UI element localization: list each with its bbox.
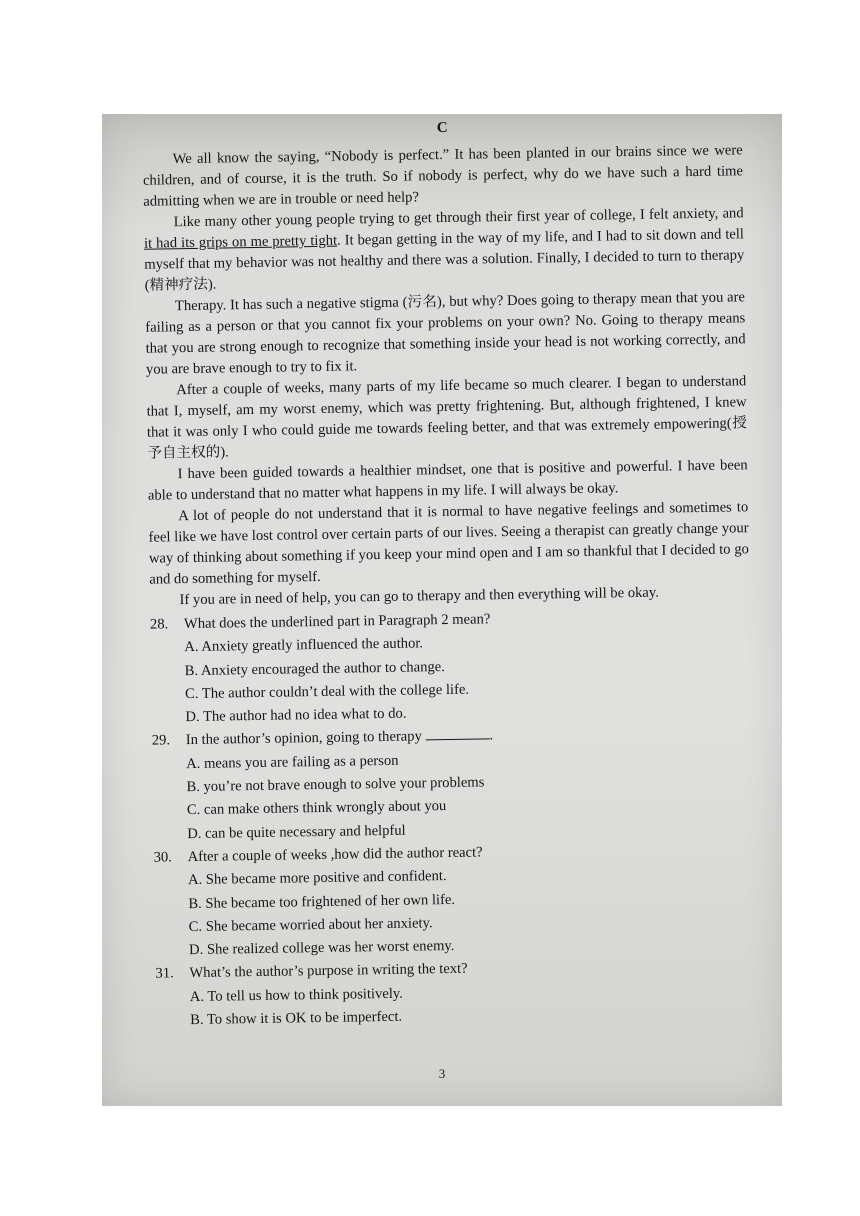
option-b: B. Anxiety encouraged the author to change.	[184, 658, 445, 679]
option-a: A. To tell us how to think positively.	[189, 985, 403, 1005]
question-number: 31.	[155, 965, 174, 983]
question-list	[150, 604, 757, 1033]
option-d: D. She realized college was her worst enemy.	[188, 938, 455, 959]
option-d: D. The author had no idea what to do.	[185, 705, 407, 726]
question-29	[152, 721, 754, 847]
question-stem: What’s the author’s purpose in writing the text?	[189, 961, 468, 982]
reading-passage	[143, 140, 750, 611]
question-30	[153, 837, 755, 963]
exam-page-photo	[102, 114, 782, 1106]
question-stem: In the author’s opinion, going to therapy	[185, 728, 422, 749]
option-b: B. To show it is OK to be imperfect.	[190, 1008, 403, 1029]
option-c: C. can make others think wrongly about you	[186, 798, 447, 819]
option-c: C. The author couldn’t deal with the college life.	[184, 681, 470, 702]
paragraph-2-text-after: . It began getting in the way of my life, and I had to sit down and tell myself that my behavior was not healthy and there was a solution. Finally, I decided to turn to therapy (精神疗法).	[144, 226, 745, 294]
page-number: 3	[438, 1066, 446, 1081]
question-28	[150, 604, 752, 730]
question-number: 29.	[151, 732, 171, 750]
passage-paragraph-5: I have been guided towards a healthier mindset, one that is positive and powerful. I have been able to understand that no matter what happens in my life. I will always be okay.	[147, 457, 748, 504]
question-number: 28.	[149, 616, 169, 633]
option-c: C. She became worried about her anxiety.	[188, 915, 433, 935]
option-b: B. you’re not brave enough to solve your problems	[186, 774, 485, 796]
question-number: 30.	[153, 849, 173, 866]
exam-sheet	[142, 114, 756, 1033]
question-31	[155, 954, 756, 1033]
option-a: A. means you are failing as a person	[186, 752, 399, 772]
question-stem-end: .	[489, 727, 494, 744]
passage-paragraph-6: A lot of people do not understand that it is normal to have negative feelings and sometimes to feel like we have lost control over certain parts of our lives. Seeing a therapist can greatly change your way of thinking about something if you keep your mind open and I am so thankful that I decided to go and do something for myself.	[148, 499, 749, 588]
answer-blank	[425, 725, 489, 741]
section-letter: C	[436, 119, 448, 137]
passage-paragraph-2	[144, 203, 745, 296]
paragraph-2-text-before: Like many other young people trying to get through their first year of college, I felt anxiety, and	[173, 205, 744, 231]
passage-paragraph-3: Therapy. It has such a negative stigma (污名), but why? Does going to therapy mean that you are failing as a person or that you cannot fix your problems on your own? No. Going to therapy means that you are strong enough to recognize that something inside your head is not working correctly, and you are brave enough to try to fix it.	[145, 289, 746, 378]
question-stem: What does the underlined part in Paragraph 2 mean?	[183, 611, 491, 633]
option-b: B. She became too frightened of her own life.	[188, 891, 456, 912]
option-a: A. She became more positive and confident.	[187, 868, 447, 889]
passage-paragraph-1: We all know the saying, “Nobody is perfect.” It has been planted in our brains since we were children, and of course, it is the truth. So if nobody is perfect, why do we have such a hard time admitting when we are in trouble or need help?	[142, 142, 744, 210]
underlined-phrase: it had its grips on me pretty tight	[143, 232, 338, 252]
question-stem: After a couple of weeks ,how did the author react?	[187, 844, 483, 866]
option-a: A. Anxiety greatly influenced the author.	[184, 635, 424, 656]
passage-paragraph-4: After a couple of weeks, many parts of my life became so much clearer. I began to understand that I, myself, am my worst enemy, which was pretty frightening. But, although frightened, I knew that it was only I who could guide me towards feeling better, and that was extremely empowering(授予自主权的).	[146, 373, 748, 462]
option-d: D. can be quite necessary and helpful	[187, 822, 406, 842]
passage-paragraph-7: If you are in need of help, you can go to therapy and then everything will be okay.	[179, 584, 659, 609]
